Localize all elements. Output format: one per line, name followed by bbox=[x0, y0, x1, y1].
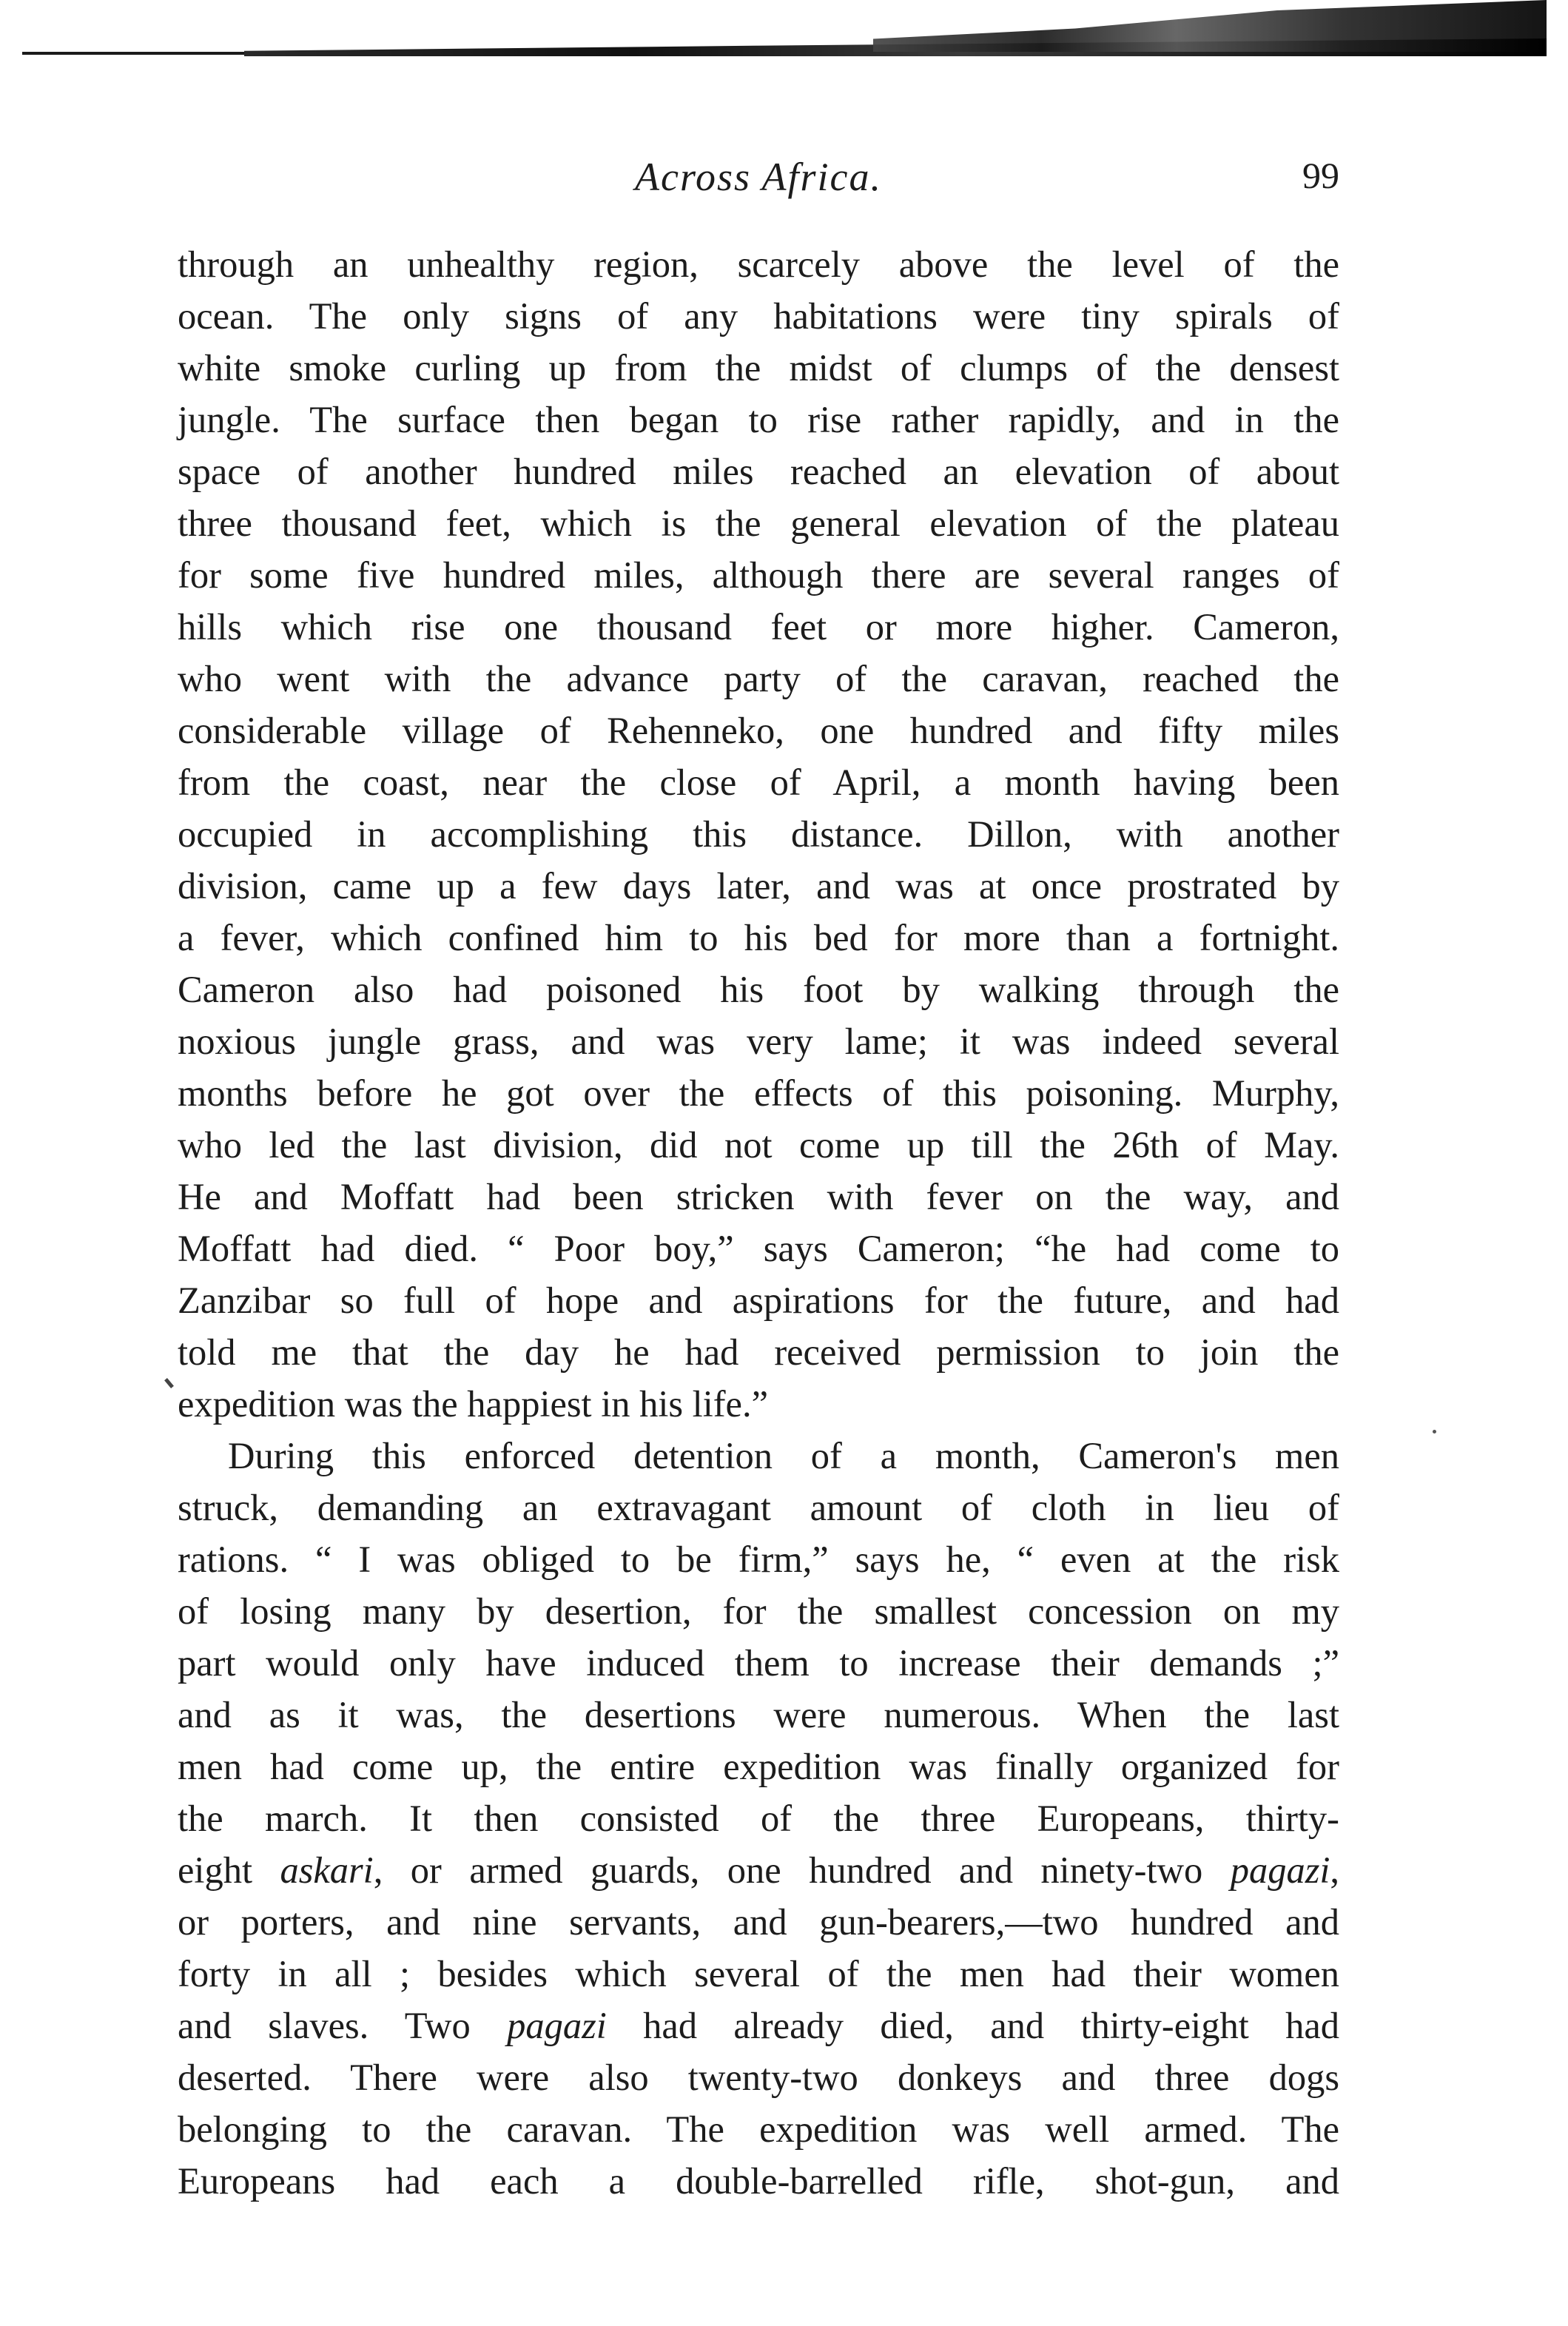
page-number: 99 bbox=[1302, 155, 1339, 196]
text-line: Europeans had each a double-barrelled rifle, shot-gun, and bbox=[178, 2160, 1339, 2202]
scan-edge-artifact bbox=[22, 0, 1547, 67]
text-line: who went with the advance party of the caravan, reached the bbox=[178, 658, 1339, 699]
text-line: division, came up a few days later, and was at once prostrated by bbox=[178, 865, 1339, 907]
text-line: for some five hundred miles, although there are several ranges of bbox=[178, 554, 1339, 596]
text-line: hills which rise one thousand feet or more higher. Cameron, bbox=[178, 606, 1339, 648]
text-line: deserted. There were also twenty-two donkeys and three dogs bbox=[178, 2057, 1339, 2098]
text-line: rations. “ I was obliged to be firm,” says he, “ even at the risk bbox=[178, 1539, 1339, 1580]
body-text bbox=[178, 238, 1339, 2207]
text-line: three thousand feet, which is the general elevation of the plateau bbox=[178, 502, 1339, 544]
text-line: struck, demanding an extravagant amount of cloth in lieu of bbox=[178, 1487, 1339, 1528]
text-line: space of another hundred miles reached an elevation of about bbox=[178, 451, 1339, 492]
text-line: months before he got over the effects of this poisoning. Murphy, bbox=[178, 1072, 1339, 1114]
text-line: and slaves. Two pagazi had already died, and thirty-eight had bbox=[178, 2005, 1339, 2046]
text-line: During this enforced detention of a month, Cameron's men bbox=[228, 1435, 1339, 1476]
running-title: Across Africa. bbox=[635, 155, 882, 199]
text-line: part would only have induced them to increase their demands ;” bbox=[178, 1642, 1339, 1684]
text-line: jungle. The surface then began to rise rather rapidly, and in the bbox=[178, 399, 1339, 440]
paragraph bbox=[178, 238, 1339, 1430]
text-line: through an unhealthy region, scarcely above the level of the bbox=[178, 243, 1339, 285]
text-line: who led the last division, did not come up till the 26th of May. bbox=[178, 1124, 1339, 1166]
text-line: men had come up, the entire expedition was finally organized for bbox=[178, 1746, 1339, 1787]
text-line: or porters, and nine servants, and gun-bearers,—two hundred and bbox=[178, 1901, 1339, 1943]
text-line: expedition was the happiest in his life.” bbox=[178, 1383, 768, 1425]
text-line: and as it was, the desertions were numerous. When the last bbox=[178, 1694, 1339, 1735]
text-line: white smoke curling up from the midst of clumps of the densest bbox=[178, 347, 1339, 389]
text-line: Moffatt had died. “ Poor boy,” says Cameron; “he had come to bbox=[178, 1228, 1339, 1269]
running-head bbox=[178, 148, 1339, 207]
text-line: forty in all ; besides which several of the men had their women bbox=[178, 1953, 1339, 1994]
text-line: Cameron also had poisoned his foot by walking through the bbox=[178, 969, 1339, 1010]
text-line: from the coast, near the close of April, a month having been bbox=[178, 762, 1339, 803]
text-line: He and Moffatt had been stricken with fever on the way, and bbox=[178, 1176, 1339, 1217]
text-line: eight askari, or armed guards, one hundred and ninety-two pagazi, bbox=[178, 1849, 1339, 1891]
text-line: noxious jungle grass, and was very lame; it was indeed several bbox=[178, 1021, 1339, 1062]
text-line: of losing many by desertion, for the smallest concession on my bbox=[178, 1590, 1339, 1632]
paragraph bbox=[178, 1430, 1339, 2207]
text-line: a fever, which confined him to his bed for more than a fortnight. bbox=[178, 917, 1339, 958]
margin-dot bbox=[1433, 1430, 1436, 1433]
margin-mark bbox=[164, 1378, 174, 1388]
text-line: occupied in accomplishing this distance. Dillon, with another bbox=[178, 813, 1339, 855]
text-line: ocean. The only signs of any habitations were tiny spirals of bbox=[178, 295, 1339, 337]
text-line: the march. It then consisted of the three Europeans, thirty- bbox=[178, 1798, 1339, 1839]
text-line: belonging to the caravan. The expedition was well armed. The bbox=[178, 2108, 1339, 2150]
text-line: told me that the day he had received permission to join the bbox=[178, 1331, 1339, 1373]
text-line: Zanzibar so full of hope and aspirations for the future, and had bbox=[178, 1280, 1339, 1321]
text-line: considerable village of Rehenneko, one hundred and fifty miles bbox=[178, 710, 1339, 751]
